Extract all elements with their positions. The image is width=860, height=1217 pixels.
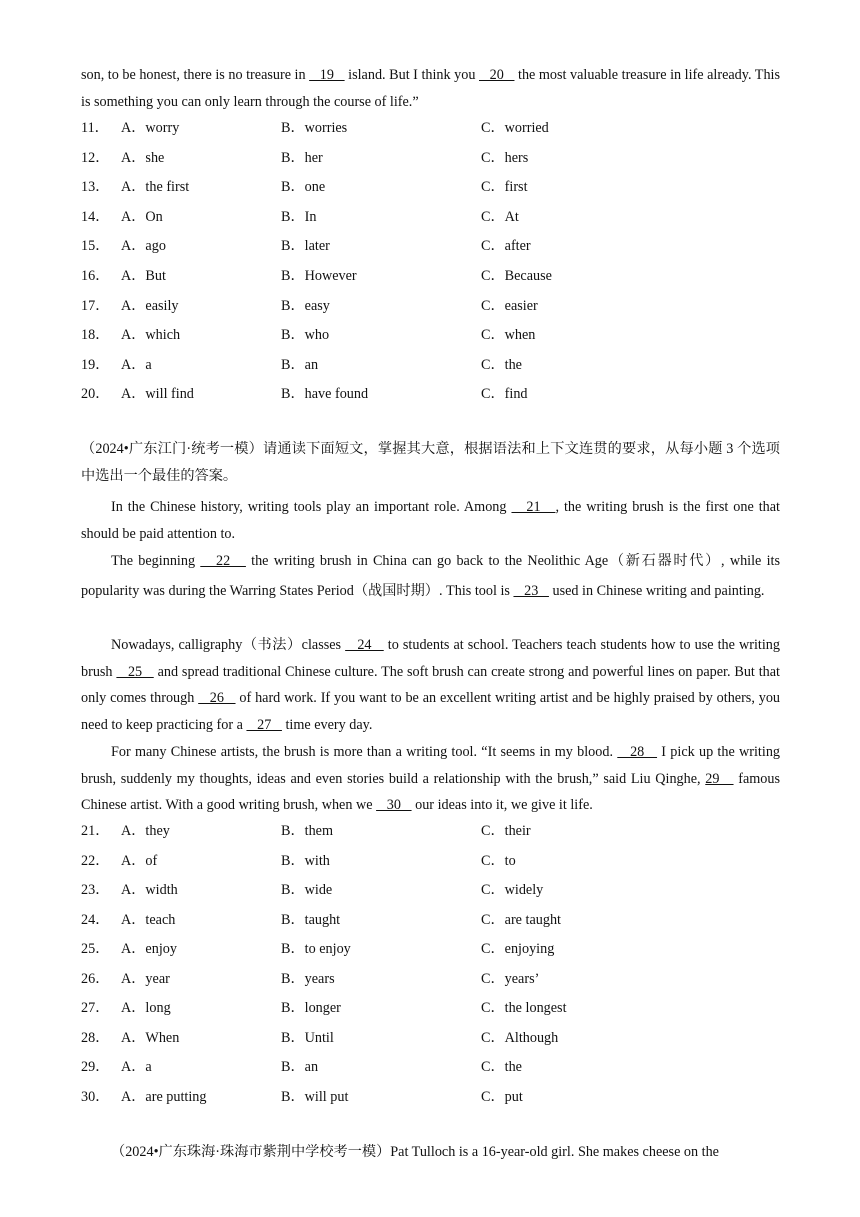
question-row	[81, 997, 780, 1019]
option-a: A．she	[121, 149, 165, 166]
option-a: A．easily	[121, 297, 179, 314]
passage-text: of hard work. If you want to be an excellent writing artist and be highly praised by others, you need to keep practicing for a	[81, 690, 781, 733]
blank-19: 19	[309, 67, 345, 83]
option-c: C．the longest	[481, 1000, 567, 1016]
option-a: A．the first	[121, 179, 190, 196]
passage-text: used in Chinese writing and painting.	[548, 582, 765, 599]
option-a: A．When	[121, 1029, 180, 1046]
blank-27: 27	[246, 716, 282, 733]
question-row	[81, 383, 780, 405]
question-number: 14．	[81, 208, 110, 225]
option-a: A．a	[121, 356, 152, 373]
question-number: 26．	[81, 970, 110, 987]
question-number: 18．	[81, 327, 110, 344]
blank-28: 28	[617, 744, 658, 760]
passage-text: In the Chinese history, writing tools play an important role. Among	[111, 499, 512, 515]
question-row	[81, 1086, 780, 1108]
passage-2-paragraph-2	[81, 547, 780, 606]
option-c: C．Because	[481, 268, 552, 284]
passage-text: For many Chinese artists, the brush is more than a writing tool. “It seems in my blood.	[111, 744, 618, 760]
blank-20: 20	[479, 67, 515, 83]
option-b: B．to enjoy	[281, 941, 351, 957]
option-b: B．with	[281, 852, 330, 869]
option-a: A．On	[121, 208, 163, 225]
question-row	[81, 265, 780, 287]
option-b: B．taught	[281, 911, 341, 928]
option-b: B．wide	[281, 882, 333, 898]
question-number: 28．	[81, 1029, 110, 1046]
option-c: C．enjoying	[481, 941, 555, 957]
passage-text: , the writing brush is the first one that should be paid attention to.	[81, 499, 780, 542]
question-number: 11．	[81, 120, 109, 136]
question-number: 20．	[81, 386, 110, 403]
option-c: C．easier	[481, 297, 538, 314]
question-number: 24．	[81, 911, 110, 928]
question-number: 29．	[81, 1059, 110, 1075]
option-c: C．find	[481, 386, 528, 403]
option-b: B．who	[281, 327, 330, 344]
option-c: C．the	[481, 356, 522, 373]
option-c: C．At	[481, 208, 519, 225]
passage-text: The beginning	[111, 553, 201, 569]
option-c: C．to	[481, 852, 516, 869]
question-row	[81, 324, 780, 346]
option-b: B．have found	[281, 386, 369, 403]
option-c: C．years’	[481, 970, 540, 987]
option-c: C．worried	[481, 120, 549, 136]
option-a: A．which	[121, 327, 181, 344]
question-row	[81, 879, 780, 901]
question-row	[81, 1056, 780, 1078]
passage-text: island. But I think you	[344, 67, 479, 83]
question-number: 17．	[81, 297, 110, 314]
option-a: A．worry	[121, 120, 180, 136]
passage-text: Nowadays, calligraphy（书法）classes	[111, 637, 346, 653]
passage-text: and spread traditional Chinese culture. The soft brush can create strong and powerful lines on paper. But that only comes through	[81, 663, 781, 706]
option-c: C．the	[481, 1059, 522, 1075]
option-a: A．long	[121, 1000, 171, 1016]
option-c: C．their	[481, 823, 531, 839]
passage-2-paragraph-4	[81, 739, 780, 819]
question-number: 25．	[81, 941, 110, 957]
option-a: A．teach	[121, 911, 176, 928]
passage-text: our ideas into it, we give it life.	[411, 797, 593, 813]
question-number: 15．	[81, 238, 110, 255]
option-b: B．worries	[281, 120, 348, 136]
option-c: C．put	[481, 1088, 523, 1105]
option-a: A．are putting	[121, 1088, 207, 1105]
question-number: 12．	[81, 149, 110, 166]
option-a: A．will find	[121, 386, 194, 403]
blank-26: 26	[198, 690, 236, 706]
question-row	[81, 938, 780, 960]
option-b: B．However	[281, 268, 357, 284]
section-3-intro: （2024•广东珠海·珠海市紫荆中学校考一模）Pat Tulloch is a 16-year-old girl. She makes cheese on the	[111, 1144, 719, 1160]
option-b: B．longer	[281, 1000, 341, 1016]
blank-24: 24	[345, 637, 384, 653]
passage-text: time every day.	[281, 716, 373, 733]
option-b: B．an	[281, 1059, 319, 1075]
option-c: C．hers	[481, 149, 529, 166]
option-b: B．her	[281, 149, 323, 166]
option-b: B．Until	[281, 1029, 334, 1046]
question-row	[81, 850, 780, 872]
question-row	[81, 909, 780, 931]
question-row	[81, 117, 780, 139]
question-row	[81, 147, 780, 169]
question-row	[81, 968, 780, 990]
option-c: C．widely	[481, 882, 544, 898]
passage-text: the writing brush in China can go back to the Neolithic Age（新石器时代）, while its popularity was during the Warring States Period（战国时期）. This tool is	[81, 553, 780, 599]
section-2-instruction: （2024•广东江门·统考一模）请通读下面短文，掌握其大意，根据语法和上下文连贯的要求，从每小题 3 个选项中选出一个最佳的答案。	[81, 441, 780, 484]
option-a: A．enjoy	[121, 941, 177, 957]
option-b: B．years	[281, 970, 335, 987]
passage-2-paragraph-3	[81, 632, 780, 738]
option-a: A．of	[121, 852, 158, 869]
option-b: B．them	[281, 823, 334, 839]
question-row	[81, 206, 780, 228]
option-b: B．later	[281, 238, 330, 255]
passage-text: to students at school. Teachers teach students how to use the writing brush	[81, 637, 780, 680]
blank-30: 30	[376, 797, 412, 813]
option-a: A．a	[121, 1059, 152, 1075]
question-row	[81, 295, 780, 317]
question-number: 27．	[81, 1000, 110, 1016]
question-number: 13．	[81, 179, 110, 196]
option-a: A．ago	[121, 238, 166, 255]
option-c: C．after	[481, 238, 531, 255]
question-number: 23．	[81, 882, 110, 898]
option-a: A．width	[121, 882, 178, 898]
option-c: C．when	[481, 327, 536, 344]
question-row	[81, 176, 780, 198]
blank-22: 22	[200, 553, 246, 569]
blank-21: 21	[511, 499, 556, 515]
option-b: B．an	[281, 356, 319, 373]
option-c: C．Although	[481, 1029, 559, 1046]
option-a: A．they	[121, 823, 170, 839]
passage-1-tail	[81, 62, 780, 115]
passage-text: famous Chinese artist. With a good writing brush, when we	[81, 770, 780, 813]
option-b: B．In	[281, 208, 317, 225]
option-c: C．are taught	[481, 911, 561, 928]
option-a: A．year	[121, 970, 170, 987]
question-number: 21．	[81, 823, 110, 839]
question-number: 30．	[81, 1088, 110, 1105]
blank-29: 29	[705, 770, 734, 787]
option-b: B．easy	[281, 297, 330, 314]
question-row	[81, 354, 780, 376]
question-row	[81, 235, 780, 257]
question-number: 22．	[81, 852, 110, 869]
option-b: B．one	[281, 179, 326, 196]
question-row	[81, 1027, 780, 1049]
question-row	[81, 820, 780, 842]
passage-text: son, to be honest, there is no treasure in	[81, 67, 310, 83]
passage-text: I pick up the writing brush, suddenly my thoughts, ideas and even stories build a relationship with the brush,” said Liu Qinghe,	[81, 744, 781, 787]
question-number: 16．	[81, 268, 110, 284]
passage-text: the most valuable treasure in life already. This is something you can only learn through the course of life.”	[81, 67, 780, 110]
passage-2-paragraph-1	[81, 494, 780, 547]
option-b: B．will put	[281, 1088, 349, 1105]
blank-23: 23	[513, 582, 549, 599]
option-a: A．But	[121, 268, 166, 284]
blank-25: 25	[116, 663, 154, 680]
question-number: 19．	[81, 356, 110, 373]
option-c: C．first	[481, 179, 528, 196]
